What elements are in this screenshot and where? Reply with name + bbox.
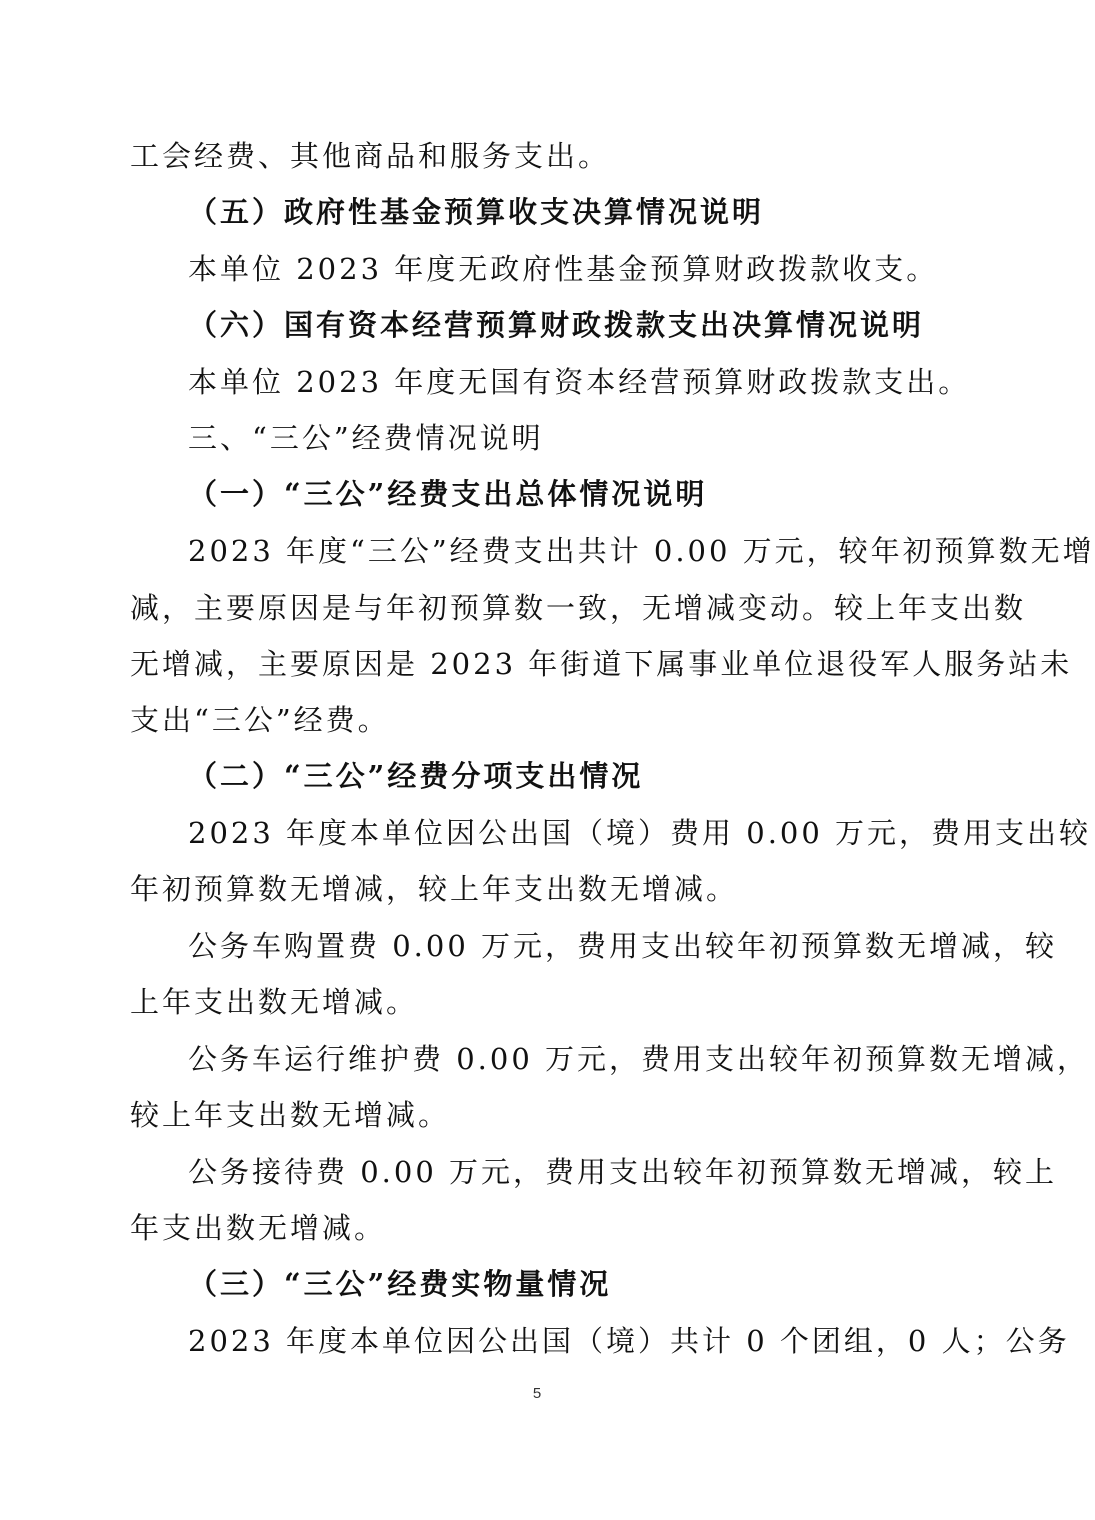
body-text-line: 2023 年度“三公”经费支出共计 0.00 万元，较年初预算数无增 (188, 534, 1095, 568)
body-text-line: 公务车购置费 0.00 万元，费用支出较年初预算数无增减，较 (188, 929, 1058, 963)
body-text-line: 公务车运行维护费 0.00 万元，费用支出较年初预算数无增减， (188, 1042, 1090, 1076)
body-text-line: 较上年支出数无增减。 (130, 1098, 451, 1132)
body-text-line: 工会经费、其他商品和服务支出。 (130, 139, 611, 173)
body-text-line: 本单位 2023 年度无国有资本经营预算财政拨款支出。 (188, 365, 971, 399)
body-text-line: 年初预算数无增减，较上年支出数无增减。 (130, 872, 739, 906)
subsection-heading-2: （二）“三公”经费分项支出情况 (188, 759, 644, 793)
body-text-line: 公务接待费 0.00 万元，费用支出较年初预算数无增减，较上 (188, 1155, 1058, 1189)
body-text-line: 支出“三公”经费。 (130, 703, 390, 737)
body-text-line: 2023 年度本单位因公出国（境）共计 0 个团组，0 人；公务 (188, 1324, 1070, 1358)
section-heading-5: （五）政府性基金预算收支决算情况说明 (188, 195, 765, 229)
subsection-heading-1: （一）“三公”经费支出总体情况说明 (188, 477, 708, 511)
body-text-line: 上年支出数无增减。 (130, 985, 419, 1019)
chapter-heading-3: 三、“三公”经费情况说明 (188, 421, 544, 455)
body-text-line: 2023 年度本单位因公出国（境）费用 0.00 万元，费用支出较 (188, 816, 1092, 850)
body-text-line: 本单位 2023 年度无政府性基金预算财政拨款收支。 (188, 252, 939, 286)
section-heading-6: （六）国有资本经营预算财政拨款支出决算情况说明 (188, 308, 925, 342)
page-number: 5 (532, 1385, 542, 1402)
body-text-line: 无增减，主要原因是 2023 年街道下属事业单位退役军人服务站未 (130, 647, 1073, 681)
subsection-heading-3: （三）“三公”经费实物量情况 (188, 1267, 612, 1301)
body-text-line: 年支出数无增减。 (130, 1211, 387, 1245)
body-text-line: 减，主要原因是与年初预算数一致，无增减变动。较上年支出数 (130, 591, 1027, 625)
